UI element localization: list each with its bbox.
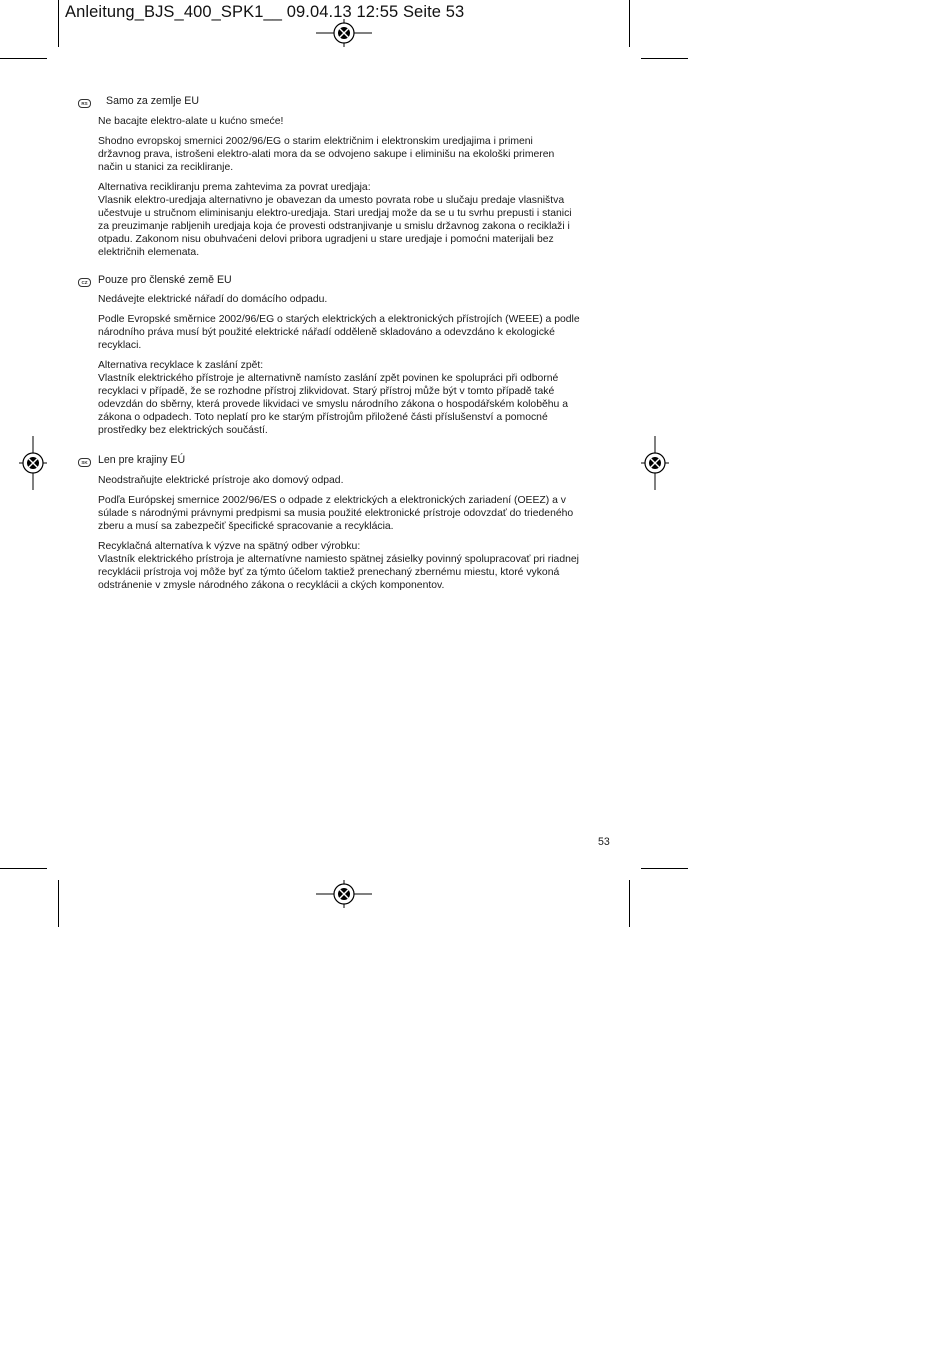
section-paragraph: Alternativa recyklace k zaslání zpět: Vlastník elektrického přístroje je alternativně namísto zaslání zpět povinen ke spolupráci při odborné recyklaci v případě, že se rozhodne přístroj zlikvidovat. Starý přístroj může být v tomto případě také odevzdán do sběrny, která provede likvidaci ve smyslu národního zákona o hospodářském koloběhu a zákona o odpadech. Toto neplatí pro ke starým přístrojům přiložené části příslušenství a pomocné prostředky bez elektrických součástí. (98, 360, 568, 436)
crop-mark (58, 0, 59, 47)
crop-mark (58, 880, 59, 927)
country-badge-rs: RS (78, 99, 91, 108)
section-heading: Samo za zemlje EU (106, 95, 200, 107)
country-badge-cz: CZ (78, 278, 91, 287)
section-paragraph: Alternativa recikliranju prema zahtevima za povrat uredjaja: Vlasnik elektro-uredjaja alternativno je obavezan da umesto povrata robe u slučaju predaje vlasništva učestvuje u stručnom eliminisanju elektro-uredjaja. Stari uredjaj može da se u tu svrhu prepusti i stanici za preuzimanje rabljenih uredjaja koja će provesti odstranjivanje u smislu državnog zakona o reciklaži i otpadu. Zakonom nisu obuhvaćeni delovi pribora ugradjeni u stare uredjaje i pomoćni materijali bez električnih elemenata. (98, 182, 572, 258)
section-paragraph: Shodno evropskoj smernici 2002/96/EG o starim električnim i elektronskim uredjajima i primeni državnog prava, istrošeni elektro-alati mora da se odvojeno sakupe i eliminišu na ekološki primeren način u stanici za recikliranje. (98, 136, 555, 173)
crop-mark (641, 868, 688, 869)
crop-mark (641, 58, 688, 59)
registration-mark-icon (19, 436, 47, 490)
section-heading: Len pre krajiny EÚ (98, 454, 186, 466)
country-badge-sk: SK (78, 458, 91, 467)
registration-mark-icon (641, 436, 669, 490)
crop-mark (629, 0, 630, 47)
printer-slug: Anleitung_BJS_400_SPK1__ 09.04.13 12:55 Seite 53 (65, 3, 465, 21)
section-heading: Pouze pro členské země EU (98, 274, 232, 286)
section-paragraph: Podľa Európskej smernice 2002/96/ES o odpade z elektrických a elektronických zariadení (OEEZ) a v súlade s národnými právnymi predpismi sa musia použité elektronické prístroje odovzdať do triedeného zberu a musí sa zabezpečiť špecifické spracovanie a recyklácia. (98, 495, 574, 532)
registration-mark-icon (316, 880, 372, 908)
crop-mark (0, 58, 47, 59)
crop-mark (0, 868, 47, 869)
crop-mark (629, 880, 630, 927)
page-number: 53 (598, 836, 610, 848)
section-paragraph: Recyklačná alternatíva k výzve na spätný odber výrobku: Vlastník elektrického prístroja je alternatívne namiesto spätnej zásielky povinný spolupracovať pri riadnej recyklácii prístroja voj môže byť za týmto účelom taktiež prenechaný zbernému miestu, ktoré vykoná odstránenie v zmysle národného zákona o recyklácii a ckých komponentov. (98, 541, 579, 591)
registration-mark-icon (316, 19, 372, 47)
section-paragraph: Neodstraňujte elektrické prístroje ako domový odpad. (98, 475, 344, 486)
section-paragraph: Podle Evropské směrnice 2002/96/EG o starých elektrických a elektronických přístrojích (WEEE) a podle národního práva musí být použité elektrické nářadí odděleně skladováno a odevzdáno k ekologické recyklaci. (98, 314, 580, 351)
section-paragraph: Ne bacajte elektro-alate u kućno smeće! (98, 116, 284, 127)
section-paragraph: Nedávejte elektrické nářadí do domácího odpadu. (98, 294, 328, 305)
